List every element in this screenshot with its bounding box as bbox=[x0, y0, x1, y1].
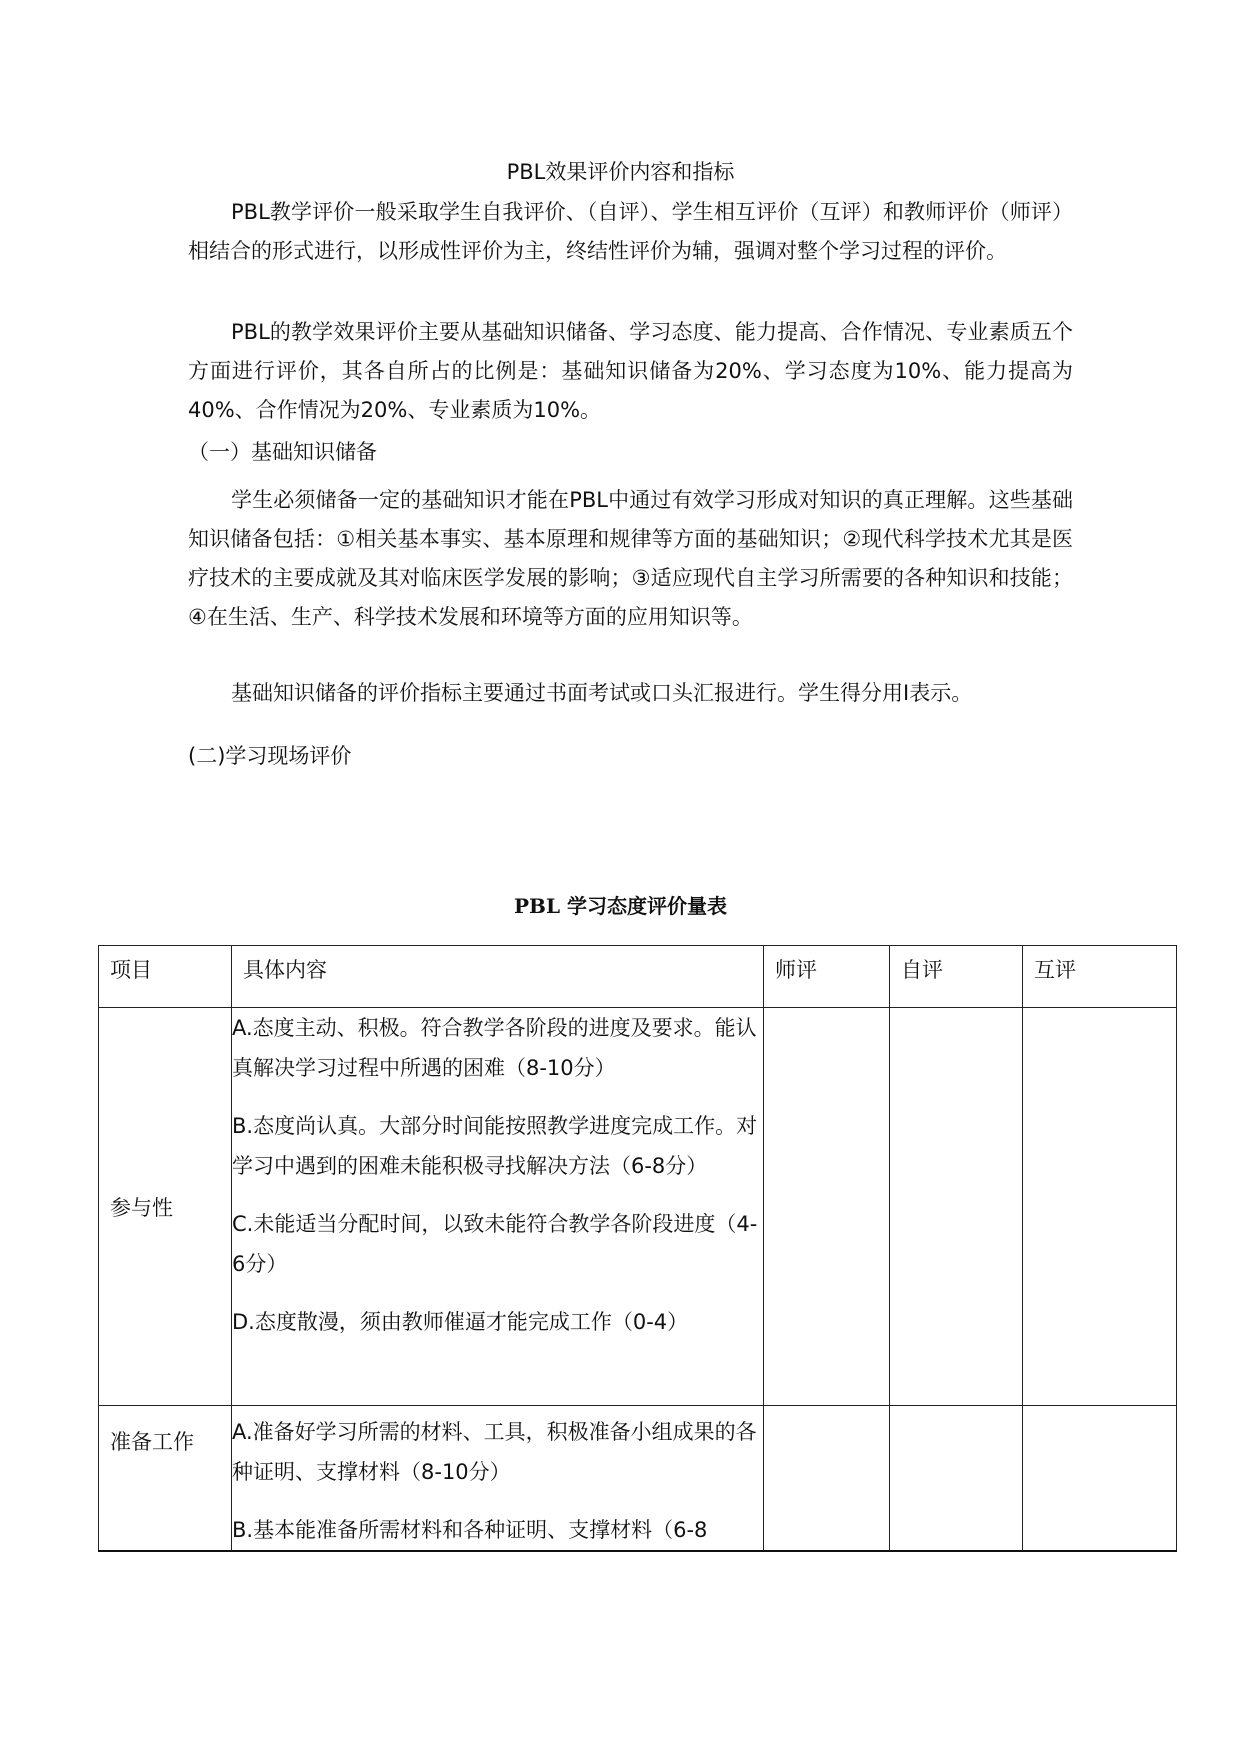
table-title: PBL 学习态度评价量表 bbox=[514, 894, 727, 918]
row-criteria bbox=[232, 1406, 764, 1552]
criterion: A.准备好学习所需的材料、工具，积极准备小组成果的各种证明、支撑材料（8-10分） bbox=[232, 1420, 757, 1484]
header-item: 项目 bbox=[99, 946, 232, 1008]
intro-paragraph: PBL教学评价一般采取学生自我评价、（自评）、学生相互评价（互评）和教师评价（师评）相结合的形式进行，以形成性评价为主，终结性评价为辅，强调对整个学习过程的评价。 bbox=[188, 200, 1073, 263]
criterion: B.基本能准备所需材料和各种证明、支撑材料（6-8 bbox=[232, 1518, 708, 1542]
attitude-evaluation-table bbox=[98, 945, 1177, 1552]
page-title: PBL效果评价内容和指标 bbox=[506, 160, 735, 184]
header-teacher-eval: 师评 bbox=[764, 946, 890, 1008]
table-row bbox=[99, 1008, 1177, 1406]
criterion: A.态度主动、积极。符合教学各阶段的进度及要求。能认真解决学习过程中所遇的困难（8-10分） bbox=[232, 1016, 757, 1080]
criterion: C.未能适当分配时间，以致未能符合教学各阶段进度（4-6分） bbox=[232, 1212, 758, 1276]
header-self-eval: 自评 bbox=[890, 946, 1023, 1008]
header-peer-eval: 互评 bbox=[1023, 946, 1177, 1008]
row-criteria bbox=[232, 1008, 764, 1406]
criterion: D.态度散漫，须由教师催逼才能完成工作（0-4） bbox=[232, 1310, 689, 1334]
self-score-cell[interactable] bbox=[890, 1008, 1023, 1406]
peer-score-cell[interactable] bbox=[1023, 1406, 1177, 1552]
section-heading-onsite-evaluation: (二)学习现场评价 bbox=[188, 744, 352, 768]
row-item-preparation: 准备工作 bbox=[99, 1406, 232, 1552]
criterion: B.态度尚认真。大部分时间能按照教学进度完成工作。对学习中遇到的困难未能积极寻找解决方法（6-8分） bbox=[232, 1114, 758, 1178]
table-header-row bbox=[99, 946, 1177, 1008]
basic-knowledge-paragraph: 学生必须储备一定的基础知识才能在PBL中通过有效学习形成对知识的真正理解。这些基础知识储备包括：①相关基本事实、基本原理和规律等方面的基础知识；②现代科学技术尤其是医疗技术的主要成就及其对临床医学发展的影响；③适应现代自主学习所需要的各种知识和技能；④在生活、生产、科学技术发展和环境等方面的应用知识等。 bbox=[188, 488, 1073, 629]
row-item-participation: 参与性 bbox=[99, 1008, 232, 1406]
table-row bbox=[99, 1406, 1177, 1552]
teacher-score-cell[interactable] bbox=[764, 1406, 890, 1552]
peer-score-cell[interactable] bbox=[1023, 1008, 1177, 1406]
header-content: 具体内容 bbox=[232, 946, 764, 1008]
section-heading-basic-knowledge: （一）基础知识储备 bbox=[188, 440, 377, 464]
basic-knowledge-evaluation-paragraph: 基础知识储备的评价指标主要通过书面考试或口头汇报进行。学生得分用Ⅰ表示。 bbox=[231, 681, 973, 705]
self-score-cell[interactable] bbox=[890, 1406, 1023, 1552]
teacher-score-cell[interactable] bbox=[764, 1008, 890, 1406]
weights-paragraph: PBL的教学效果评价主要从基础知识储备、学习态度、能力提高、合作情况、专业素质五个方面进行评价，其各自所占的比例是：基础知识储备为20%、学习态度为10%、能力提高为40%、合作情况为20%、专业素质为10%。 bbox=[188, 320, 1073, 422]
